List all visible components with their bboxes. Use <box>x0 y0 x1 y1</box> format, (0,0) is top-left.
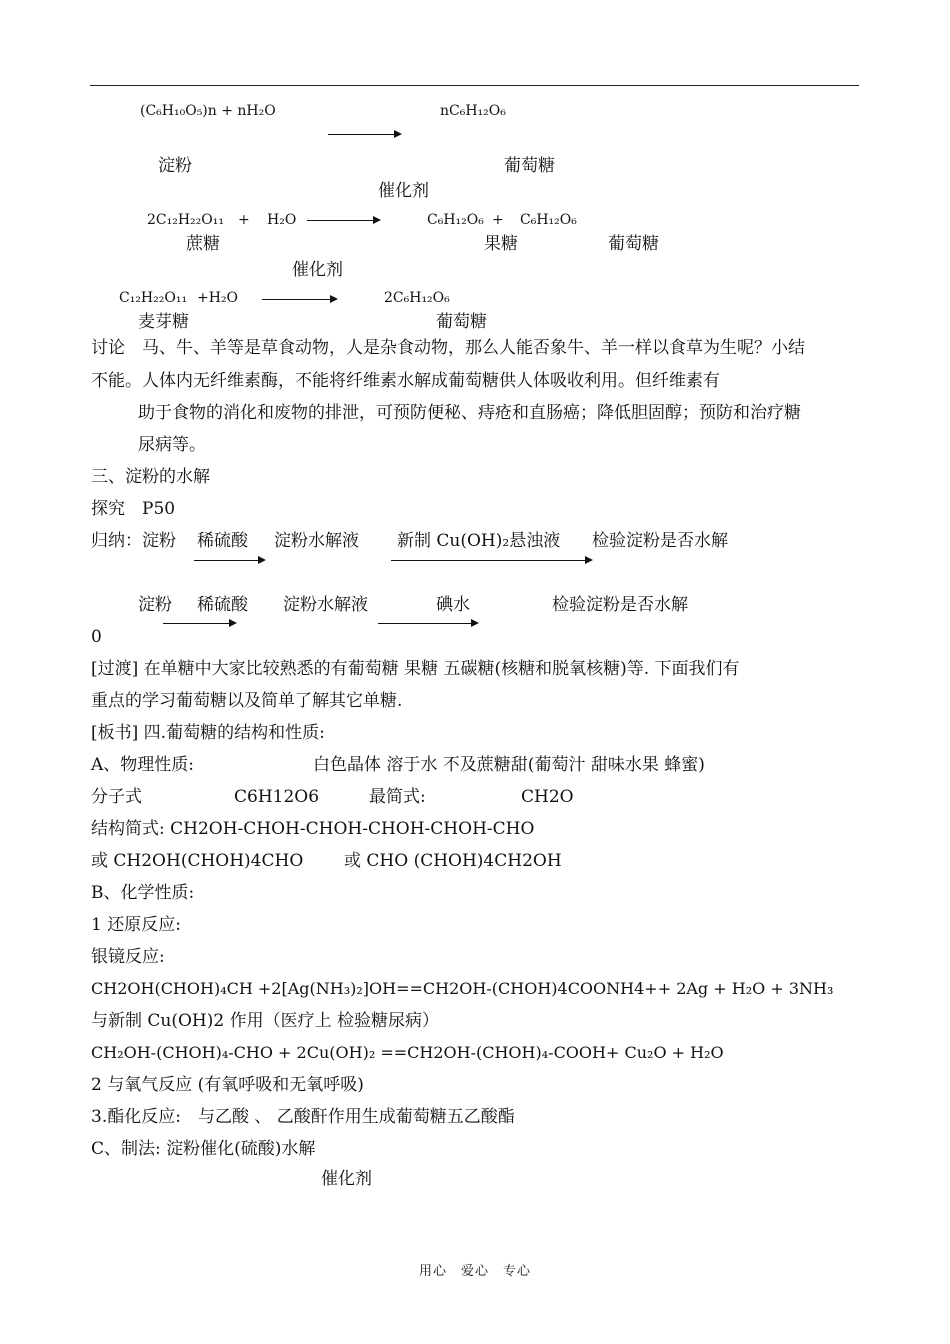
summary1-hydrolysate: 淀粉水解液 <box>274 531 359 551</box>
summary1-arrow-1 <box>194 560 264 561</box>
discussion-line-2: 不能。人体内无纤维素酶，不能将纤维素水解成葡萄糖供人体吸收利用。但纤维素有 <box>91 371 720 391</box>
board-heading: [板书] 四.葡萄糖的结构和性质: <box>91 723 325 743</box>
preparation-catalyst: 催化剂 <box>321 1169 372 1189</box>
explore-line: 探究 P50 <box>91 499 176 519</box>
eq1-product: nC₆H₁₂O₆ <box>440 103 506 119</box>
eq2-glucose-label: 葡萄糖 <box>608 234 659 254</box>
simplest-formula-label: 最简式: <box>369 787 426 807</box>
eq3-reactant: C₁₂H₂₂O₁₁ <box>119 290 188 306</box>
summary1-arrow-2 <box>391 560 591 561</box>
eq3-catalyst: 催化剂 <box>292 260 343 280</box>
formula-label: 分子式 <box>91 787 142 807</box>
eq2-sucrose-label: 蔗糖 <box>186 234 220 254</box>
eq2-product1: C₆H₁₂O₆ <box>427 212 484 228</box>
summary2-arrow-2 <box>378 623 477 624</box>
summary2-hydrolysate: 淀粉水解液 <box>283 595 368 615</box>
oxygen-reaction: 2 与氧气反应 (有氧呼吸和无氧呼吸) <box>91 1075 364 1095</box>
discussion-line-3: 助于食物的消化和废物的排泄，可预防便秘、痔疮和直肠癌；降低胆固醇；预防和治疗糖 <box>138 403 801 423</box>
eq1-starch-label: 淀粉 <box>158 156 192 176</box>
eq1-reactants: (C₆H₁₀O₅)n + nH₂O <box>140 103 276 119</box>
eq2-reactant: 2C₁₂H₂₂O₁₁ <box>147 212 224 228</box>
structure-alt-a: 或 CH2OH(CHOH)4CHO <box>91 851 304 871</box>
summary1-reagent1: 稀硫酸 <box>197 531 248 551</box>
reduction-heading: 1 还原反应: <box>91 915 181 935</box>
header-rule <box>90 85 859 86</box>
summary2-reagent2: 碘水 <box>436 595 470 615</box>
discussion-line-4: 尿病等。 <box>138 435 206 455</box>
summary2-start: 淀粉 <box>138 595 172 615</box>
eq2-catalyst: 催化剂 <box>378 181 429 201</box>
physical-value: 白色晶体 溶于水 不及蔗糖甜(葡萄汁 甜味水果 蜂蜜) <box>313 755 705 775</box>
eq3-maltose-label: 麦芽糖 <box>138 312 189 332</box>
summary2-result: 检验淀粉是否水解 <box>552 595 688 615</box>
silver-mirror-equation: CH2OH(CHOH)₄CH +2[Ag(NH₃)₂]OH==CH2OH-(CHOH)4COONH4++ 2Ag + H₂O + 3NH₃ <box>91 979 834 998</box>
eq2-fructose-label: 果糖 <box>484 234 518 254</box>
summary2-reagent1: 稀硫酸 <box>197 595 248 615</box>
eq3-glucose-label: 葡萄糖 <box>436 312 487 332</box>
zero-line: 0 <box>91 627 102 647</box>
summary2-arrow-1 <box>163 623 235 624</box>
physical-label: A、物理性质: <box>91 755 195 775</box>
copper-hydroxide-equation: CH₂OH-(CHOH)₄-CHO + 2Cu(OH)₂ ==CH2OH-(CHOH)₄-COOH+ Cu₂O + H₂O <box>91 1043 724 1062</box>
eq1-arrow <box>328 134 400 135</box>
esterification: 3.酯化反应: 与乙酸 、 乙酸酐作用生成葡萄糖五乙酸酯 <box>91 1107 515 1127</box>
eq2-arrow <box>307 220 379 221</box>
structure-formula: 结构简式: CH2OH-CHOH-CHOH-CHOH-CHOH-CHO <box>91 819 535 839</box>
summary1-prefix: 归纳：淀粉 <box>91 531 176 551</box>
formula-value: C6H12O6 <box>234 787 320 807</box>
eq3-water: +H₂O <box>197 290 239 306</box>
summary1-result: 检验淀粉是否水解 <box>592 531 728 551</box>
transition-line-2: 重点的学习葡萄糖以及简单了解其它单糖. <box>91 691 403 711</box>
chemical-properties-heading: B、化学性质: <box>91 883 195 903</box>
eq2-product2: C₆H₁₂O₆ <box>520 212 577 228</box>
eq3-product: 2C₆H₁₂O₆ <box>384 290 450 306</box>
eq2-plus2: + <box>492 212 504 228</box>
copper-hydroxide-label: 与新制 Cu(OH)2 作用（医疗上 检验糖尿病） <box>91 1011 440 1031</box>
discussion-line-1: 讨论 马、牛、羊等是草食动物，人是杂食动物，那么人能否象牛、羊一样以食草为生呢？小结 <box>91 338 805 358</box>
section-starch-hydrolysis: 三、淀粉的水解 <box>91 467 210 487</box>
summary1-reagent2: 新制 Cu(OH)₂悬浊液 <box>397 531 561 551</box>
structure-alt-b: 或 CHO (CHOH)4CH2OH <box>344 851 562 871</box>
eq2-water: H₂O <box>267 212 297 228</box>
transition-line-1: [过渡] 在单糖中大家比较熟悉的有葡萄糖 果糖 五碳糖(核糖和脱氧核糖)等. 下面我们有 <box>91 659 740 679</box>
eq2-plus1: + <box>238 212 250 228</box>
preparation: C、制法: 淀粉催化(硫酸)水解 <box>91 1139 316 1159</box>
eq3-arrow <box>262 299 336 300</box>
page-footer: 用心 爱心 专心 <box>418 1264 531 1279</box>
silver-mirror-label: 银镜反应: <box>91 947 165 967</box>
eq1-glucose-label: 葡萄糖 <box>504 156 555 176</box>
simplest-formula-value: CH2O <box>521 787 574 807</box>
